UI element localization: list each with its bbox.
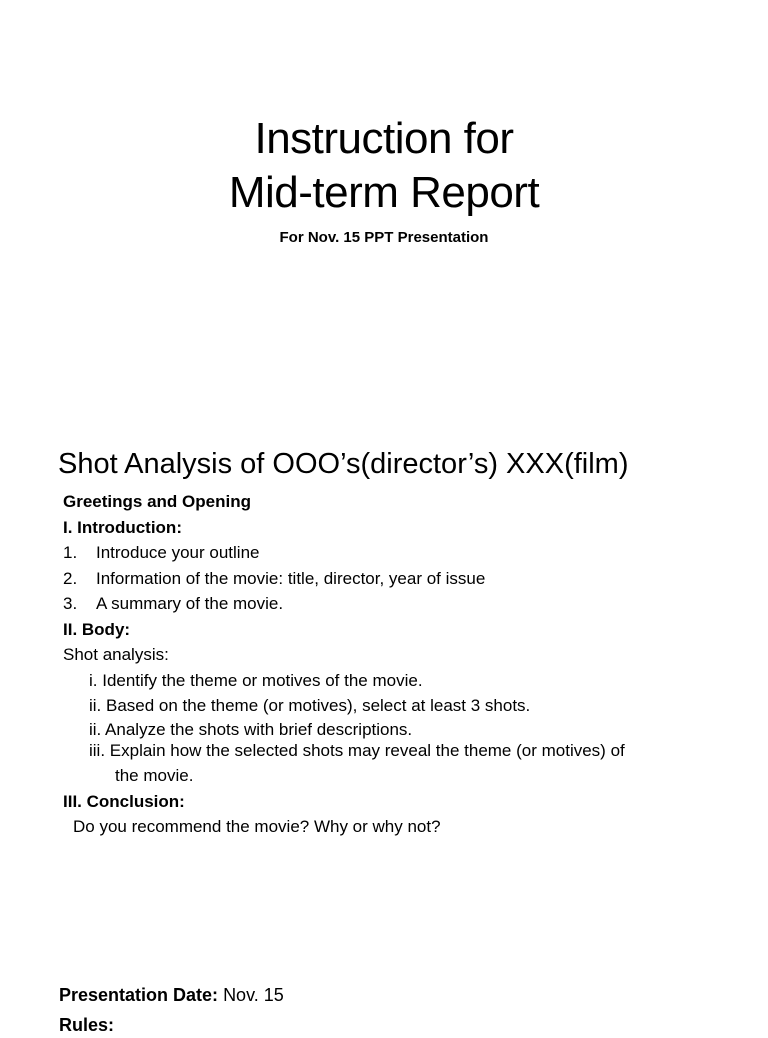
intro-item-text: Introduce your outline bbox=[96, 543, 260, 562]
introduction-heading: I. Introduction: bbox=[63, 517, 182, 537]
body-item-continuation: the movie. bbox=[115, 766, 194, 785]
body-item: ii. Analyze the shots with brief descriptions. bbox=[89, 719, 413, 739]
slide-heading: Shot Analysis of OOO’s(director’s) XXX(film) bbox=[58, 448, 629, 480]
title-block bbox=[0, 112, 768, 248]
rules-heading: Rules: bbox=[59, 1015, 115, 1035]
presentation-date bbox=[59, 982, 284, 1008]
date-label: Presentation Date: bbox=[59, 985, 219, 1005]
intro-item-text: Information of the movie: title, director, year of issue bbox=[96, 568, 486, 588]
conclusion-heading: III. Conclusion: bbox=[63, 791, 185, 811]
intro-item-number: 2. bbox=[63, 568, 78, 588]
intro-item bbox=[63, 566, 723, 592]
body-item: i. Identify the theme or motives of the movie. bbox=[89, 670, 423, 690]
opening-heading: Greetings and Opening bbox=[63, 492, 251, 511]
intro-item-number: 3. bbox=[63, 594, 78, 613]
date-value: Nov. 15 bbox=[223, 985, 284, 1005]
intro-item-text: A summary of the movie. bbox=[96, 594, 284, 613]
intro-item bbox=[63, 591, 723, 617]
subtitle: For Nov. 15 PPT Presentation bbox=[279, 229, 489, 246]
intro-item-number: 1. bbox=[63, 543, 78, 562]
conclusion-text: Do you recommend the movie? Why or why not? bbox=[73, 817, 441, 836]
body-intro: Shot analysis: bbox=[63, 645, 169, 664]
title-line-1: Instruction for bbox=[254, 114, 514, 163]
body-item: iii. Explain how the selected shots may reveal the theme (or motives) of bbox=[89, 740, 625, 760]
intro-item bbox=[63, 540, 723, 566]
body-item: ii. Based on the theme (or motives), select at least 3 shots. bbox=[89, 696, 531, 715]
body-heading: II. Body: bbox=[63, 619, 131, 639]
title-line-2: Mid-term Report bbox=[228, 168, 540, 217]
outline-content bbox=[63, 489, 723, 840]
